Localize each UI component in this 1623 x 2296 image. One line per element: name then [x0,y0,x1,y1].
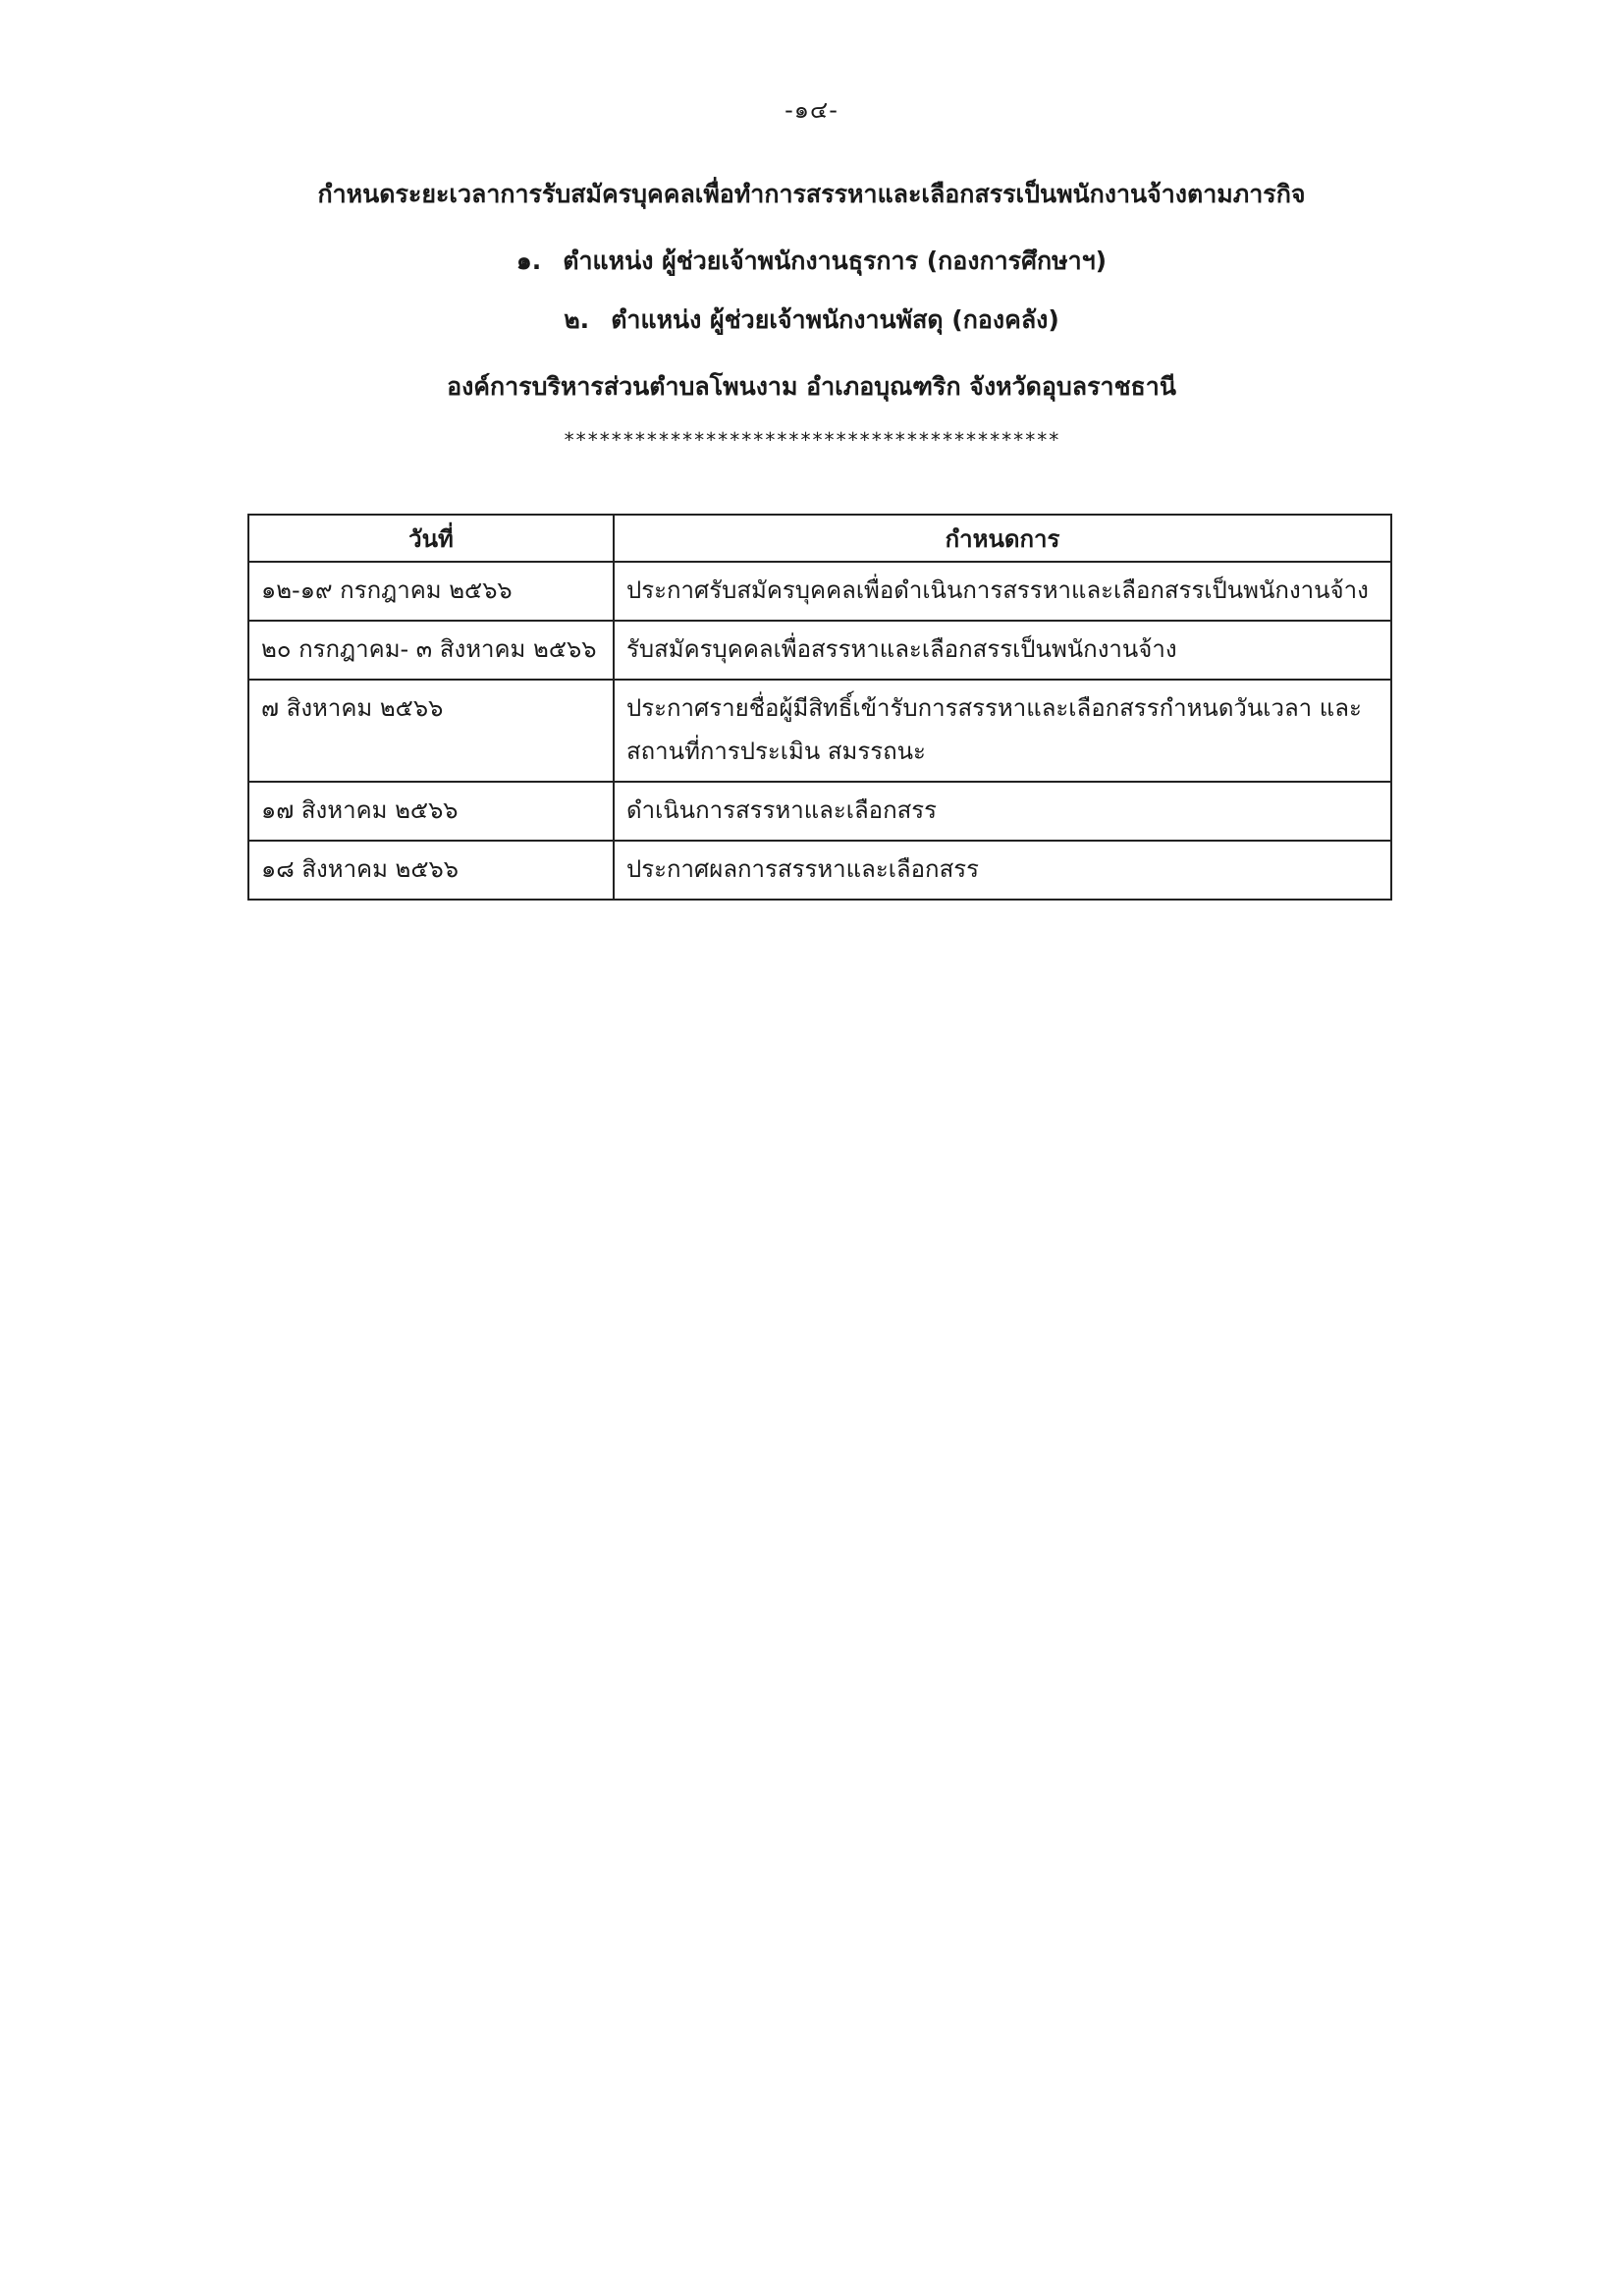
position-2-number: ๒. [564,305,590,334]
position-1-number: ๑. [515,246,542,275]
page-number: -๑๔- [784,96,839,124]
row-task: รับสมัครบุคคลเพื่อสรรหาและเลือกสรรเป็นพนักงานจ้าง [614,621,1391,680]
row-date: ๑๗ สิงหาคม ๒๕๖๖ [248,782,614,841]
position-2-text: ตำแหน่ง ผู้ช่วยเจ้าพนักงานพัสดุ (กองคลัง) [611,305,1059,334]
row-date: ๒๐ กรกฎาคม- ๓ สิงหาคม ๒๕๖๖ [248,621,614,680]
header-date: วันที่ [248,515,614,562]
table-row [248,782,1391,841]
organization-line: องค์การบริหารส่วนตำบลโพนงาม อำเภอบุณฑริก จังหวัดอุบลราชธานี [447,372,1176,401]
table-row [248,841,1391,900]
position-1-line [0,242,1623,281]
row-task: ดำเนินการสรรหาและเลือกสรร [614,782,1391,841]
table-header-row [248,515,1391,562]
table-row [248,680,1391,782]
row-date: ๑๒-๑๙ กรกฎาคม ๒๕๖๖ [248,562,614,621]
row-date: ๗ สิงหาคม ๒๕๖๖ [248,680,614,782]
separator-stars: ****************************************** [563,428,1060,452]
position-1-text: ตำแหน่ง ผู้ช่วยเจ้าพนักงานธุรการ (กองการศึกษาฯ) [563,246,1108,275]
position-2-line [0,301,1623,340]
header-task: กำหนดการ [614,515,1391,562]
row-task: ประกาศผลการสรรหาและเลือกสรร [614,841,1391,900]
row-date: ๑๘ สิงหาคม ๒๕๖๖ [248,841,614,900]
document-title: กำหนดระยะเวลาการรับสมัครบุคคลเพื่อทำการสรรหาและเลือกสรรเป็นพนักงานจ้างตามภารกิจ [317,180,1306,208]
table-row [248,562,1391,621]
schedule-table [247,514,1392,901]
row-task: ประกาศรายชื่อผู้มีสิทธิ์เข้ารับการสรรหาและเลือกสรรกำหนดวันเวลา และสถานที่การประเมิน สมรรถนะ [614,680,1391,782]
row-task: ประกาศรับสมัครบุคคลเพื่อดำเนินการสรรหาและเลือกสรรเป็นพนักงานจ้าง [614,562,1391,621]
table-row [248,621,1391,680]
